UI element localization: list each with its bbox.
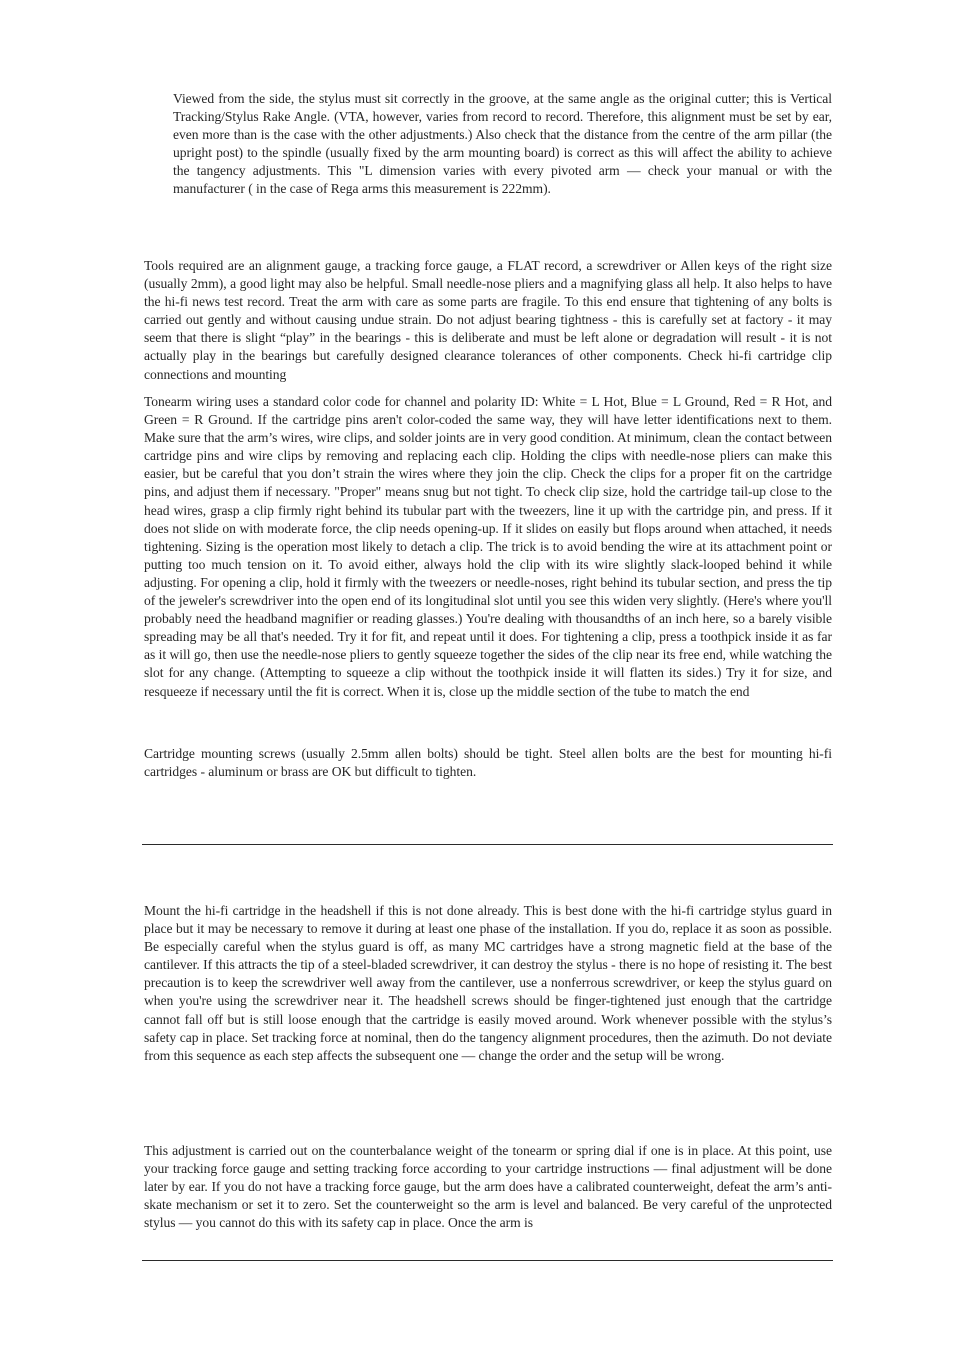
mounting-screws-paragraph: Cartridge mounting screws (usually 2.5mm allen bolts) should be tight. Steel allen bolts are the best for mounting hi-fi cartridges - aluminum or brass are OK but difficult to tighten. <box>144 746 832 780</box>
section-divider <box>142 844 833 845</box>
wiring-paragraph: Tonearm wiring uses a standard color code for channel and polarity ID: White = L Hot, Blue = L Ground, Red = R Hot, and Green = R Ground. If the cartridge pins aren't color-coded the same way, they will have letter identifications next to them. Make sure that the arm’s wires, wire clips, and solder joints are in very good condition. At minimum, clean the contact between cartridge pins and wire clips by removing and replacing each clip. Holding the clips with needle-nose pliers can make this easier, but be careful that you don’t strain the wires where they join the clip. Check the clips for a proper fit on the cartridge pins, and adjust them if necessary. "Proper" means snug but not tight. To check clip size, hold the cartridge tail-up close to the head wires, grasp a clip firmly right behind its tubular part with the tweezers, line it up with the cartridge pin, and press. If it does not slide on with moderate force, the clip needs opening-up. If it slides on easily but flops around when attached, it needs tightening. Sizing is the operation most likely to detach a clip. The trick is to avoid bending the wire at its attachment point or putting too much tension on it. To avoid either, always hold the clip with its wire slightly slack-looped behind it while adjusting. For opening a clip, hold it firmly with the tweezers or needle-noses, right behind its tubular section, and press the tip of the jeweler's screwdriver into the open end of its longitudinal slot until you see this widen very slightly. (Here's where you'll probably need the headband magnifier or reading glasses.) You're dealing with thousandths of an inch here, so a barely visible spreading may be all that's needed. Try it for fit, and repeat until it does. For tightening a clip, press a toothpick inside it as far as it will go, then use the needle-nose pliers to gently squeeze together the sides of the clip near its free end, while watching the slot for any change. (Attempting to squeeze a clip without the toothpick inside it will flatten its sides.) Try it for size, and resqueeze if necessary until the fit is correct. When it is, close up the middle section of the tube to match the end <box>144 394 832 699</box>
counterbalance-paragraph: This adjustment is carried out on the counterbalance weight of the tonearm or spring dial if one is in place. At this point, use your tracking force gauge and setting tracking force according to your cartridge instructions — final adjustment will be done later by ear. If you do not have a tracking force gauge, but the arm does have a calibrated counterweight, defeat the arm’s anti-skate mechanism or set it to zero. Set the counterweight so the arm is level and balanced. Be very careful of the unprotected stylus — you cannot do this with its safety cap in place. Once the arm is <box>144 1143 832 1231</box>
mount-cartridge-paragraph: Mount the hi-fi cartridge in the headshell if this is not done already. This is best done with the hi-fi cartridge stylus guard in place but it may be necessary to remove it during at least one phase of the installation. If you do, replace it as soon as possible. Be especially careful when the stylus guard is off, as many MC cartridges have a strong magnetic field at the base of the cantilever. If this attracts the tip of a steel-bladed screwdriver, it can destroy the stylus - there is no hope of resisting it. The best precaution is to keep the screwdriver well away from the cantilever, use a nonferrous screwdriver, or keep the stylus guard on when you're using the screwdriver near it. The headshell screws should be finger-tightened just enough that the cartridge cannot fall off but is still loose enough that the cartridge is easily moved around. Work whenever possible with the stylus’s safety cap in place. Set tracking force at nominal, then do the tangency alignment procedures, then the azimuth. Do not deviate from this sequence as each step affects the subsequent one — change the order and the setup will be wrong. <box>144 903 832 1063</box>
footer-divider <box>142 1260 833 1261</box>
vta-paragraph: Viewed from the side, the stylus must sit correctly in the groove, at the same angle as the original cutter; this is Vertical Tracking/Stylus Rake Angle. (VTA, however, varies from record to record. Therefore, this alignment must be set by ear, even more than is the case with the other adjustments.) Also check that the distance from the centre of the arm pillar (the upright post) to the spindle (usually fixed by the arm mounting board) is correct as this will affect the ability to achieve the tangency adjustments. This "L dimension varies with every pivoted arm — check your manual or with the manufacturer ( in the case of Rega arms this measurement is 222mm). <box>173 91 832 197</box>
tools-paragraph: Tools required are an alignment gauge, a tracking force gauge, a FLAT record, a screwdriver or Allen keys of the right size (usually 2mm), a good light may also be helpful. Small needle-nose pliers and a magnifying glass all help. It also helps to have the hi-fi news test record. Treat the arm with care as some parts are fragile. To this end ensure that tightening of any bolts is carried out gently and without causing undue strain. Do not adjust bearing tightness - this is carefully set at factory - it may seem that there is slight “play” in the bearings - this is deliberate and must be left alone or degradation will result - it is not actually play in the bearings but carefully designed clearance tolerances of other components. Check hi-fi cartridge clip connections and mounting <box>144 258 832 382</box>
